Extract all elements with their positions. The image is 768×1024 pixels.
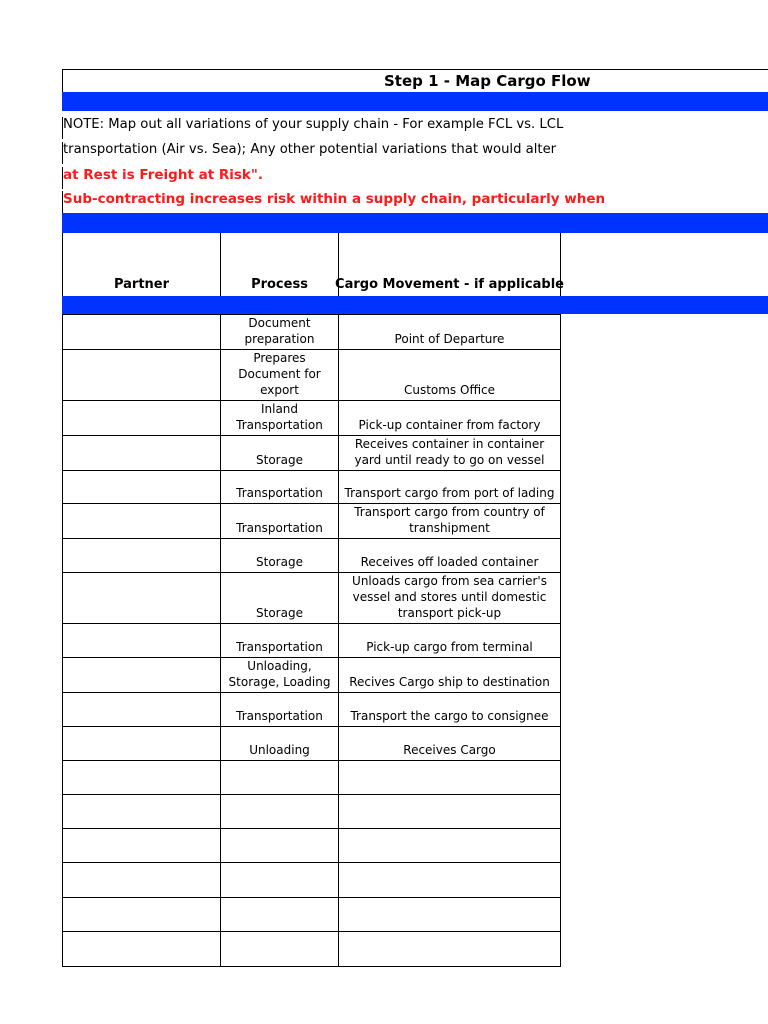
partner-cell[interactable]	[63, 693, 221, 727]
table-row	[63, 315, 561, 350]
partner-cell[interactable]	[63, 658, 221, 693]
partner-cell[interactable]	[63, 624, 221, 658]
cargo-movement-cell[interactable]: Pick-up container from factory	[339, 401, 561, 436]
table-row	[63, 693, 561, 727]
partner-cell[interactable]	[63, 863, 221, 898]
sub-contracting-note: Sub-contracting increases risk within a supply chain, particularly when	[62, 191, 768, 213]
cargo-movement-cell[interactable]: Customs Office	[339, 350, 561, 401]
cargo-flow-table	[62, 314, 561, 967]
table-row	[63, 863, 561, 898]
table-row	[63, 727, 561, 761]
cargo-movement-cell[interactable]: Transport cargo from country of transhipment	[339, 504, 561, 539]
header-cargo-movement: Cargo Movement - if applicable	[339, 233, 561, 296]
table-row	[63, 573, 561, 624]
process-cell[interactable]: Storage	[221, 436, 339, 471]
note-line-1: NOTE: Map out all variations of your supply chain - For example FCL vs. LCL	[62, 117, 560, 139]
partner-cell[interactable]	[63, 932, 221, 967]
note-line-2: transportation (Air vs. Sea); Any other potential variations that would alter	[62, 142, 560, 164]
header-process: Process	[221, 233, 339, 296]
header-band-1	[62, 92, 768, 111]
process-cell[interactable]: Transportation	[221, 504, 339, 539]
header-band-2	[62, 213, 768, 233]
process-cell[interactable]	[221, 932, 339, 967]
cargo-movement-cell[interactable]	[339, 898, 561, 932]
cargo-movement-cell[interactable]: Receives off loaded container	[339, 539, 561, 573]
table-row	[63, 658, 561, 693]
partner-cell[interactable]	[63, 795, 221, 829]
process-cell[interactable]: Unloading, Storage, Loading	[221, 658, 339, 693]
process-cell[interactable]: Storage	[221, 539, 339, 573]
process-cell[interactable]: Transportation	[221, 693, 339, 727]
partner-cell[interactable]	[63, 436, 221, 471]
cargo-movement-cell[interactable]: Receives container in container yard until ready to go on vessel	[339, 436, 561, 471]
cargo-movement-cell[interactable]	[339, 795, 561, 829]
cargo-movement-cell[interactable]: Point of Departure	[339, 315, 561, 350]
partner-cell[interactable]	[63, 727, 221, 761]
table-row	[63, 624, 561, 658]
table-row	[63, 829, 561, 863]
table-row	[63, 539, 561, 573]
table-row	[63, 350, 561, 401]
table-row	[63, 932, 561, 967]
table-row	[63, 504, 561, 539]
partner-cell[interactable]	[63, 504, 221, 539]
partner-cell[interactable]	[63, 315, 221, 350]
table-row	[63, 761, 561, 795]
cargo-movement-cell[interactable]	[339, 829, 561, 863]
partner-cell[interactable]	[63, 829, 221, 863]
header-band-3	[62, 296, 768, 314]
partner-cell[interactable]	[63, 350, 221, 401]
process-cell[interactable]: Prepares Document for export	[221, 350, 339, 401]
partner-cell[interactable]	[63, 761, 221, 795]
cargo-movement-cell[interactable]: Receives Cargo	[339, 727, 561, 761]
column-header-row	[62, 233, 564, 296]
partner-cell[interactable]	[63, 539, 221, 573]
note-line-3: at Rest is Freight at Risk".	[62, 167, 560, 189]
process-cell[interactable]: Inland Transportation	[221, 401, 339, 436]
cargo-movement-cell[interactable]: Transport the cargo to consignee	[339, 693, 561, 727]
table-row	[63, 401, 561, 436]
header-partner: Partner	[63, 233, 221, 296]
cargo-movement-cell[interactable]: Recives Cargo ship to destination	[339, 658, 561, 693]
cargo-movement-cell[interactable]	[339, 863, 561, 898]
table-row	[63, 471, 561, 504]
partner-cell[interactable]	[63, 573, 221, 624]
table-row	[63, 436, 561, 471]
partner-cell[interactable]	[63, 471, 221, 504]
process-cell[interactable]	[221, 761, 339, 795]
process-cell[interactable]	[221, 863, 339, 898]
cargo-movement-cell[interactable]: Transport cargo from port of lading	[339, 471, 561, 504]
cargo-movement-cell[interactable]	[339, 932, 561, 967]
title-row	[62, 69, 768, 92]
partner-cell[interactable]	[63, 401, 221, 436]
table-row	[63, 898, 561, 932]
page-title: Step 1 - Map Cargo Flow	[384, 72, 591, 90]
table-row	[63, 795, 561, 829]
process-cell[interactable]	[221, 829, 339, 863]
partner-cell[interactable]	[63, 898, 221, 932]
process-cell[interactable]: Storage	[221, 573, 339, 624]
cargo-movement-cell[interactable]: Unloads cargo from sea carrier's vessel and stores until domestic transport pick-up	[339, 573, 561, 624]
process-cell[interactable]	[221, 898, 339, 932]
cargo-movement-cell[interactable]: Pick-up cargo from terminal	[339, 624, 561, 658]
process-cell[interactable]: Unloading	[221, 727, 339, 761]
process-cell[interactable]: Document preparation	[221, 315, 339, 350]
process-cell[interactable]: Transportation	[221, 624, 339, 658]
process-cell[interactable]	[221, 795, 339, 829]
cargo-movement-cell[interactable]	[339, 761, 561, 795]
process-cell[interactable]: Transportation	[221, 471, 339, 504]
